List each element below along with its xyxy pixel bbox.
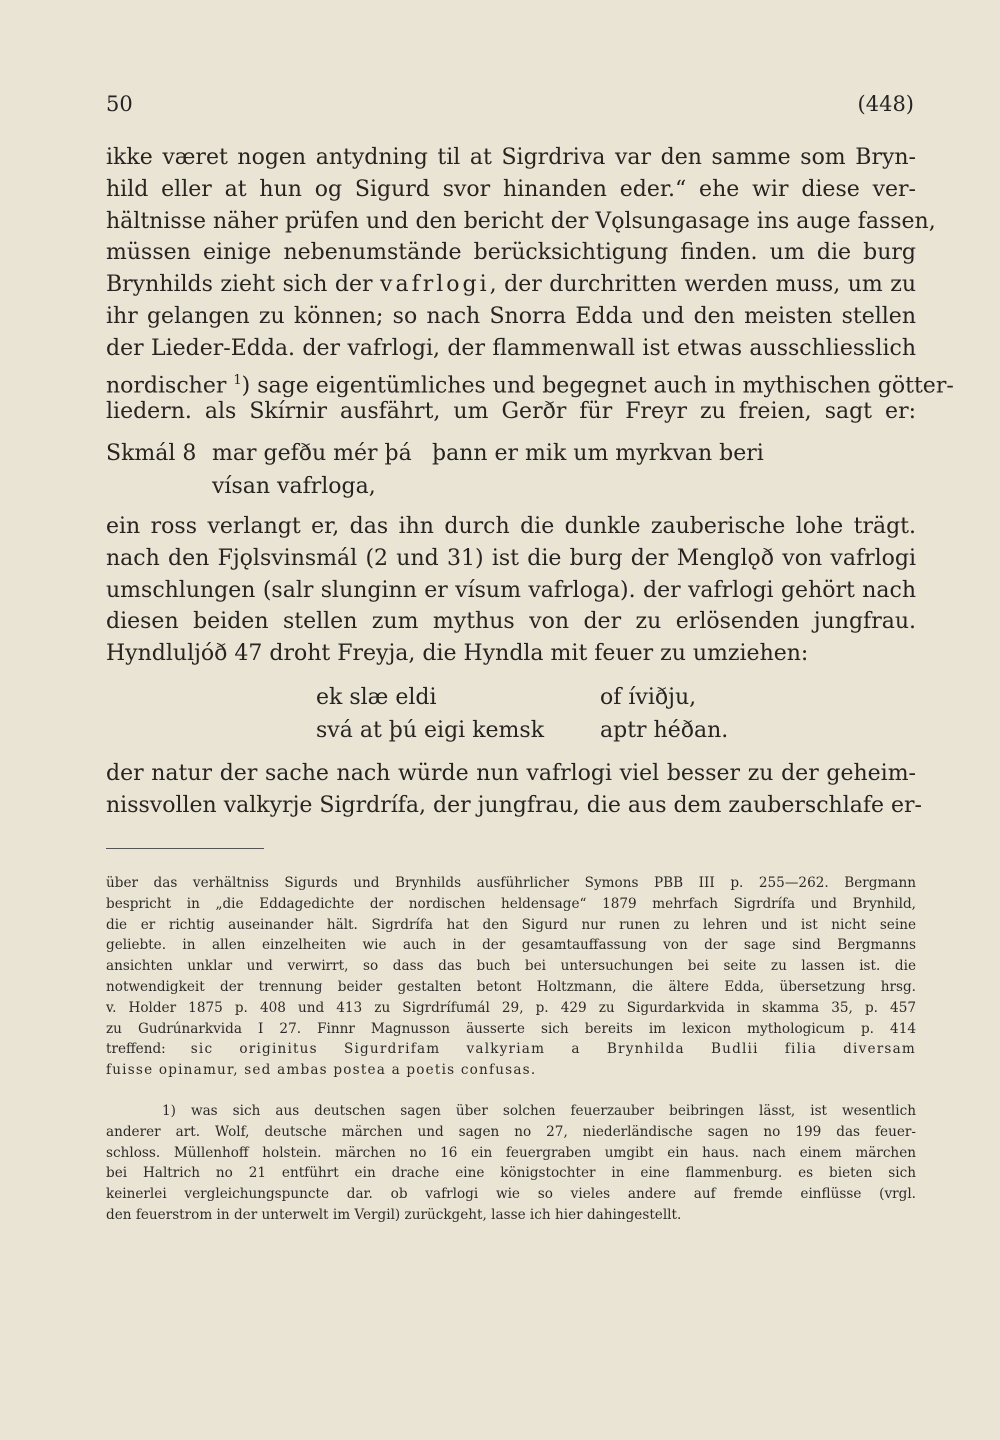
footnote-line: ansichten unklar und verwirrt, so dass das buch bei untersuchungen bei seite zu lassen ist. die [106,958,916,975]
verse-line: mar gefðu mér þá [212,441,412,466]
text-line: müssen einige nebenumstände berücksichtigung finden. um die burg [106,240,916,266]
text-line: hältnisse näher prüfen und den bericht der Vǫlsungasage ins auge fassen, [106,208,936,234]
text-line: hild eller at hun og Sigurd svor hinanden eder.“ ehe wir diese ver- [106,176,916,202]
footnote-divider [106,848,264,849]
footnote-1 [106,1101,916,1226]
footnote-marker: 1 [233,372,242,388]
page-number: 50 [106,92,133,116]
text-line: Brynhilds zieht sich der vafrlogi, der durchritten werden muss, um zu [106,272,917,298]
text-line: ein ross verlangt er, das ihn durch die dunkle zauberische lohe trägt. [106,514,916,539]
verse-line: þann er mik um myrkvan beri [432,441,764,466]
paragraph-2 [106,511,916,670]
text-line: ihr gelangen zu können; so nach Snorra Edda und den meisten stellen [106,303,916,329]
text-line: der Lieder-Edda. der vafrlogi, der flammenwall ist etwas ausschliesslich [106,335,916,361]
footnote-line: den feuerstrom in der unterwelt im Vergil) zurückgeht, lasse ich hier dahingestellt. [106,1206,682,1223]
verse-ref: Skmál 8 [106,441,197,466]
text-line: liedern. als Skírnir ausfährt, um Gerðr für Freyr zu freien, sagt er: [106,399,916,425]
footnote-line: notwendigkeit der trennung beider gestalten betont Holtzmann, die ältere Edda, übersetzung hrsg. [106,978,916,995]
verse-line: svá at þú eigi kemsk [316,718,545,743]
verse-line: aptr héðan. [600,718,729,743]
footnote-line: zu Gudrúnarkvida I 27. Finnr Magnusson äusserte sich bereits im lexicon mythologicum p. 414 [106,1020,916,1037]
footnote-line: keinerlei vergleichungspuncte dar. ob vafrlogi wie so vieles andere auf fremde einflüsse (vrgl. [106,1186,916,1203]
text-line: nach den Fjǫlsvinsmál (2 und 31) ist die burg der Menglǫð von vafrlogi [106,545,916,571]
footnote-line: anderer art. Wolf, deutsche märchen und sagen no 27, niederländische sagen no 199 das feuer- [106,1123,916,1140]
footnote-line: über das verhältniss Sigurds und Brynhilds ausführlicher Symons PBB III p. 255—262. Bergmann [106,875,916,891]
text-line: nordischer $^1$) sage eigentümliches und begegnet auch in mythischen götter- [106,372,954,398]
spaced-quote: sic originitus Sigurdrifam valkyriam a Brynhilda Budlii filia diversam [190,1041,916,1058]
footnote-line: bespricht in „die Eddagedichte der nordischen heldensage“ 1879 mehrfach Sigrdrífa und Brynhild, [106,895,916,912]
text-line: ikke været nogen antydning til at Sigrdriva var den samme som Bryn- [106,145,916,170]
text-line: Hyndluljóð 47 droht Freyja, die Hyndla mit feuer zu umziehen: [106,641,809,667]
bracket-page-number: (448) [857,92,914,116]
footnote-line: geliebte. in allen einzelheiten wie auch in der gesamtauffassung von der sage sind Bergmanns [106,937,916,954]
verse-line: vísan vafrloga, [212,474,376,499]
footnote-line: schloss. Müllenhoff holstein. märchen no 16 ein feuergraben umgibt ein haus. nach einem märchen [106,1144,916,1161]
footnote-line: fuisse opinamur, sed ambas postea a poetis confusas. [106,1062,537,1079]
footnote-line: die er richtig auseinander hält. Sigrdrífa hat den Sigurd nur runen zu lehren und ist nicht seine [106,916,916,933]
verse-line: ek slæ eldi [316,685,437,710]
text-line: umschlungen (salr slunginn er vísum vafrloga). der vafrlogi gehört nach [106,577,916,603]
paragraph-1 [106,142,954,428]
text-line: nissvollen valkyrje Sigrdrífa, der jungfrau, die aus dem zauberschlafe er- [106,792,922,818]
verse-line: of íviðju, [600,685,697,710]
page-header [106,92,914,122]
text-line: diesen beiden stellen zum mythus von der zu erlösenden jungfrau. [106,609,916,635]
footnote-main [106,873,916,1081]
footnote-line: v. Holder 1875 p. 408 und 413 zu Sigrdrífumál 29, p. 429 zu Sigurdarkvida in skamma 35, p. 457 [106,999,916,1016]
paragraph-3 [106,758,922,822]
footnote-line: 1) was sich aus deutschen sagen über solchen feuerzauber beibringen lässt, ist wesentlich [162,1103,916,1119]
footnote-line: treffend: sic originitus Sigurdrifam valkyriam a Brynhilda Budlii filia diversam [106,1041,916,1058]
text-line: der natur der sache nach würde nun vafrlogi viel besser zu der geheim- [106,761,916,786]
footnote-line: bei Haltrich no 21 entführt ein drache eine königstochter in eine flammenburg. es bieten sich [106,1165,916,1182]
spaced-word: vafrlogi [380,272,490,298]
